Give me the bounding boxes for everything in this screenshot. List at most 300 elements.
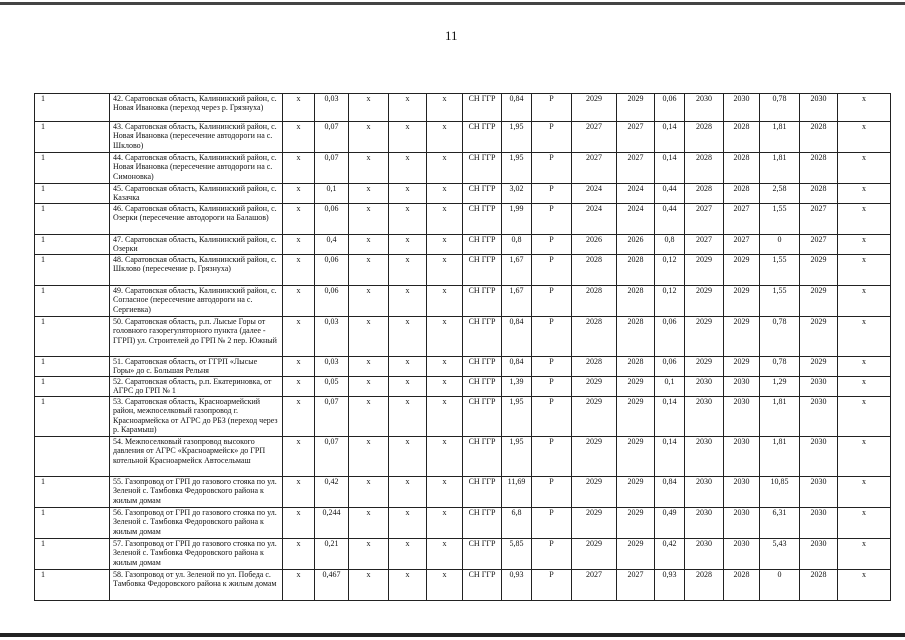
value-cell-c1: x — [283, 508, 315, 539]
value-cell-c15: 2029 — [800, 255, 838, 286]
value-cell-c3: x — [349, 184, 389, 204]
value-cell-c9: 2029 — [572, 94, 617, 122]
value-cell-c11: 0,14 — [655, 397, 685, 437]
object-description-cell: 54. Межпоселковый газопровод высокого давления от АГРС «Красноармейск» до ГРП котельной Красноармейск Автосельмаш — [110, 437, 283, 477]
value-cell-type: СН ГГР — [463, 357, 502, 377]
value-cell-type: СН ГГР — [463, 570, 502, 601]
value-cell-c16: x — [838, 397, 891, 437]
value-cell-c12: 2029 — [685, 317, 724, 357]
value-cell-c12: 2030 — [685, 397, 724, 437]
value-cell-c4: x — [389, 255, 427, 286]
value-cell-type: СН ГГР — [463, 184, 502, 204]
value-cell-c14: 5,43 — [760, 539, 800, 570]
value-cell-c11: 0,44 — [655, 204, 685, 235]
value-cell-c2: 0,03 — [315, 317, 349, 357]
value-cell-c10: 2027 — [617, 570, 655, 601]
value-cell-c13: 2030 — [724, 437, 760, 477]
value-cell-c5: x — [427, 437, 463, 477]
value-cell-c7: 1,39 — [502, 377, 532, 397]
value-cell-c14: 1,29 — [760, 377, 800, 397]
value-cell-c3: x — [349, 357, 389, 377]
value-cell-c2: 0,1 — [315, 184, 349, 204]
value-cell-c2: 0,244 — [315, 508, 349, 539]
pipeline-register-table — [34, 93, 891, 601]
value-cell-c2: 0,467 — [315, 570, 349, 601]
value-cell-c9: 2026 — [572, 235, 617, 255]
object-description-cell: 49. Саратовская область, Калининский район, с. Согласное (пересечение автодороги на с. Сергиевка) — [110, 286, 283, 317]
value-cell-type: СН ГГР — [463, 255, 502, 286]
value-cell-c2: 0,05 — [315, 377, 349, 397]
object-description-cell: 56. Газопровод от ГРП до газового стояка по ул. Зеленой с. Тамбовка Федоровского района к жилым домам — [110, 508, 283, 539]
value-cell-c16: x — [838, 570, 891, 601]
object-description-cell: 51. Саратовская область, от ГГРП «Лысые Горы» до с. Большая Рельня — [110, 357, 283, 377]
object-description-cell: 57. Газопровод от ГРП до газового стояка по ул. Зеленой с. Тамбовка Федоровского района к жилым домам — [110, 539, 283, 570]
value-cell-c12: 2028 — [685, 184, 724, 204]
object-description-cell: 58. Газопровод от ул. Зеленой по ул. Победа с. Тамбовка Федоровского района к жилым домам — [110, 570, 283, 601]
value-cell-c16: x — [838, 204, 891, 235]
value-cell-c3: x — [349, 397, 389, 437]
value-cell-c8: Р — [532, 397, 572, 437]
value-cell-c14: 0 — [760, 570, 800, 601]
value-cell-c13: 2030 — [724, 94, 760, 122]
value-cell-c11: 0,1 — [655, 377, 685, 397]
value-cell-c1: x — [283, 94, 315, 122]
value-cell-c7: 1,95 — [502, 437, 532, 477]
value-cell-c12: 2030 — [685, 94, 724, 122]
value-cell-c15: 2030 — [800, 94, 838, 122]
value-cell-c9: 2028 — [572, 357, 617, 377]
value-cell-c5: x — [427, 235, 463, 255]
value-cell-c16: x — [838, 317, 891, 357]
value-cell-c15: 2030 — [800, 477, 838, 508]
value-cell-c15: 2030 — [800, 508, 838, 539]
value-cell-c11: 0,06 — [655, 317, 685, 357]
value-cell-c8: Р — [532, 570, 572, 601]
row-number-cell: 1 — [35, 255, 110, 286]
value-cell-c1: x — [283, 377, 315, 397]
value-cell-type: СН ГГР — [463, 317, 502, 357]
value-cell-c8: Р — [532, 255, 572, 286]
value-cell-c11: 0,93 — [655, 570, 685, 601]
value-cell-c16: x — [838, 255, 891, 286]
row-number-cell: 1 — [35, 204, 110, 235]
value-cell-c15: 2030 — [800, 397, 838, 437]
row-number-cell: 1 — [35, 184, 110, 204]
value-cell-c5: x — [427, 94, 463, 122]
value-cell-c10: 2029 — [617, 508, 655, 539]
value-cell-c13: 2028 — [724, 122, 760, 153]
value-cell-c13: 2029 — [724, 317, 760, 357]
value-cell-c4: x — [389, 235, 427, 255]
value-cell-c2: 0,07 — [315, 437, 349, 477]
value-cell-c11: 0,49 — [655, 508, 685, 539]
value-cell-c11: 0,12 — [655, 255, 685, 286]
value-cell-c9: 2029 — [572, 477, 617, 508]
value-cell-c3: x — [349, 377, 389, 397]
value-cell-type: СН ГГР — [463, 397, 502, 437]
value-cell-c10: 2029 — [617, 397, 655, 437]
value-cell-c7: 0,84 — [502, 94, 532, 122]
value-cell-c1: x — [283, 539, 315, 570]
value-cell-c10: 2027 — [617, 122, 655, 153]
value-cell-c10: 2026 — [617, 235, 655, 255]
value-cell-c12: 2029 — [685, 357, 724, 377]
object-description-cell: 43. Саратовская область, Калининский район, с. Новая Ивановка (пересечение автодороги на с. Шклово) — [110, 122, 283, 153]
value-cell-type: СН ГГР — [463, 235, 502, 255]
value-cell-c4: x — [389, 377, 427, 397]
value-cell-c13: 2029 — [724, 286, 760, 317]
value-cell-c4: x — [389, 477, 427, 508]
value-cell-c1: x — [283, 357, 315, 377]
value-cell-c11: 0,44 — [655, 184, 685, 204]
value-cell-c15: 2029 — [800, 286, 838, 317]
value-cell-c8: Р — [532, 508, 572, 539]
row-number-cell: 1 — [35, 235, 110, 255]
value-cell-c1: x — [283, 570, 315, 601]
object-description-cell: 47. Саратовская область, Калининский район, с. Озерки — [110, 235, 283, 255]
value-cell-c16: x — [838, 235, 891, 255]
value-cell-c12: 2030 — [685, 508, 724, 539]
value-cell-c2: 0,21 — [315, 539, 349, 570]
value-cell-c14: 6,31 — [760, 508, 800, 539]
value-cell-c2: 0,03 — [315, 94, 349, 122]
value-cell-c3: x — [349, 153, 389, 184]
value-cell-c3: x — [349, 122, 389, 153]
value-cell-c11: 0,14 — [655, 437, 685, 477]
value-cell-c1: x — [283, 235, 315, 255]
value-cell-c14: 0,78 — [760, 94, 800, 122]
value-cell-c9: 2024 — [572, 184, 617, 204]
value-cell-c12: 2029 — [685, 286, 724, 317]
value-cell-type: СН ГГР — [463, 508, 502, 539]
table-row — [35, 377, 891, 397]
value-cell-c15: 2029 — [800, 357, 838, 377]
value-cell-c7: 1,95 — [502, 122, 532, 153]
value-cell-c10: 2029 — [617, 539, 655, 570]
value-cell-c12: 2030 — [685, 377, 724, 397]
row-number-cell: 1 — [35, 153, 110, 184]
value-cell-c10: 2028 — [617, 357, 655, 377]
value-cell-c15: 2028 — [800, 570, 838, 601]
table-row — [35, 286, 891, 317]
value-cell-c13: 2030 — [724, 377, 760, 397]
object-description-cell: 48. Саратовская область, Калининский район, с. Шклово (пересечение р. Грязнуха) — [110, 255, 283, 286]
value-cell-c14: 0 — [760, 235, 800, 255]
value-cell-c2: 0,4 — [315, 235, 349, 255]
value-cell-c13: 2030 — [724, 477, 760, 508]
object-description-cell: 44. Саратовская область, Калининский район, с. Новая Ивановка (пересечение автодороги на с. Симоновка) — [110, 153, 283, 184]
value-cell-c14: 10,85 — [760, 477, 800, 508]
value-cell-c1: x — [283, 184, 315, 204]
value-cell-c5: x — [427, 317, 463, 357]
object-description-cell: 46. Саратовская область, Калининский район, с. Озерки (пересечение автодороги на Балашов) — [110, 204, 283, 235]
value-cell-c7: 11,69 — [502, 477, 532, 508]
value-cell-c1: x — [283, 317, 315, 357]
value-cell-c4: x — [389, 204, 427, 235]
value-cell-c9: 2027 — [572, 570, 617, 601]
value-cell-c10: 2029 — [617, 437, 655, 477]
value-cell-c13: 2027 — [724, 204, 760, 235]
value-cell-c13: 2030 — [724, 508, 760, 539]
value-cell-c4: x — [389, 286, 427, 317]
value-cell-c3: x — [349, 255, 389, 286]
value-cell-c1: x — [283, 204, 315, 235]
value-cell-c3: x — [349, 570, 389, 601]
object-description-cell: 55. Газопровод от ГРП до газового стояка по ул. Зеленой с. Тамбовка Федоровского района к жилым домам — [110, 477, 283, 508]
object-description-cell: 53. Саратовская область, Красноармейский район, межпоселковый газопровод г. Красноармейска от АГРС до РБЗ (переход через р. Карамыш) — [110, 397, 283, 437]
value-cell-c13: 2029 — [724, 255, 760, 286]
value-cell-c9: 2028 — [572, 255, 617, 286]
row-number-cell: 1 — [35, 94, 110, 122]
value-cell-c12: 2028 — [685, 153, 724, 184]
value-cell-c9: 2027 — [572, 153, 617, 184]
value-cell-c16: x — [838, 357, 891, 377]
value-cell-c4: x — [389, 153, 427, 184]
value-cell-c15: 2030 — [800, 539, 838, 570]
value-cell-c8: Р — [532, 204, 572, 235]
page-number: 11 — [445, 28, 458, 43]
value-cell-c14: 0,78 — [760, 317, 800, 357]
value-cell-c1: x — [283, 286, 315, 317]
value-cell-c5: x — [427, 357, 463, 377]
value-cell-c14: 1,81 — [760, 397, 800, 437]
table-row — [35, 184, 891, 204]
value-cell-c16: x — [838, 437, 891, 477]
value-cell-c2: 0,06 — [315, 286, 349, 317]
value-cell-c12: 2028 — [685, 122, 724, 153]
value-cell-c16: x — [838, 377, 891, 397]
object-description-cell: 42. Саратовская область, Калининский район, с. Новая Ивановка (переход через р. Грязнуха) — [110, 94, 283, 122]
value-cell-c9: 2029 — [572, 539, 617, 570]
value-cell-c11: 0,42 — [655, 539, 685, 570]
value-cell-c12: 2029 — [685, 255, 724, 286]
value-cell-c13: 2028 — [724, 570, 760, 601]
value-cell-c13: 2030 — [724, 539, 760, 570]
value-cell-type: СН ГГР — [463, 286, 502, 317]
value-cell-c12: 2027 — [685, 204, 724, 235]
table-row — [35, 317, 891, 357]
value-cell-c14: 0,78 — [760, 357, 800, 377]
row-number-cell: 1 — [35, 317, 110, 357]
value-cell-c10: 2028 — [617, 286, 655, 317]
value-cell-c4: x — [389, 539, 427, 570]
value-cell-c12: 2030 — [685, 539, 724, 570]
value-cell-c14: 1,81 — [760, 153, 800, 184]
value-cell-c2: 0,03 — [315, 357, 349, 377]
top-scan-border — [0, 2, 905, 5]
row-number-cell: 1 — [35, 377, 110, 397]
value-cell-c11: 0,84 — [655, 477, 685, 508]
value-cell-c14: 1,81 — [760, 122, 800, 153]
value-cell-c5: x — [427, 255, 463, 286]
value-cell-c2: 0,07 — [315, 153, 349, 184]
value-cell-c16: x — [838, 94, 891, 122]
value-cell-c9: 2029 — [572, 508, 617, 539]
table-row — [35, 397, 891, 437]
value-cell-c10: 2028 — [617, 317, 655, 357]
value-cell-c14: 1,55 — [760, 204, 800, 235]
value-cell-c12: 2028 — [685, 570, 724, 601]
value-cell-c15: 2029 — [800, 317, 838, 357]
value-cell-c12: 2030 — [685, 477, 724, 508]
value-cell-c3: x — [349, 477, 389, 508]
value-cell-c16: x — [838, 184, 891, 204]
value-cell-c1: x — [283, 122, 315, 153]
value-cell-c10: 2029 — [617, 94, 655, 122]
value-cell-c5: x — [427, 539, 463, 570]
value-cell-c7: 0,8 — [502, 235, 532, 255]
value-cell-c7: 0,84 — [502, 317, 532, 357]
table-row — [35, 570, 891, 601]
value-cell-c8: Р — [532, 153, 572, 184]
value-cell-c12: 2030 — [685, 437, 724, 477]
row-number-cell: 1 — [35, 122, 110, 153]
table-row — [35, 153, 891, 184]
value-cell-c11: 0,8 — [655, 235, 685, 255]
value-cell-c3: x — [349, 204, 389, 235]
value-cell-c12: 2027 — [685, 235, 724, 255]
value-cell-c7: 0,84 — [502, 357, 532, 377]
value-cell-c16: x — [838, 153, 891, 184]
value-cell-c8: Р — [532, 539, 572, 570]
table-row — [35, 539, 891, 570]
value-cell-c7: 1,67 — [502, 255, 532, 286]
value-cell-c8: Р — [532, 122, 572, 153]
value-cell-c8: Р — [532, 184, 572, 204]
row-number-cell: 1 — [35, 508, 110, 539]
value-cell-c5: x — [427, 204, 463, 235]
value-cell-c16: x — [838, 122, 891, 153]
value-cell-c8: Р — [532, 357, 572, 377]
value-cell-c3: x — [349, 235, 389, 255]
value-cell-c3: x — [349, 94, 389, 122]
value-cell-c1: x — [283, 477, 315, 508]
row-number-cell: 1 — [35, 397, 110, 437]
value-cell-c4: x — [389, 122, 427, 153]
value-cell-c13: 2029 — [724, 357, 760, 377]
value-cell-c7: 0,93 — [502, 570, 532, 601]
object-description-cell: 50. Саратовская область, р.п. Лысые Горы от головного газорегуляторного пункта (далее - ГГРП) ул. Строителей до ГРП № 2 пер. Южный — [110, 317, 283, 357]
value-cell-c4: x — [389, 570, 427, 601]
value-cell-c5: x — [427, 184, 463, 204]
value-cell-type: СН ГГР — [463, 539, 502, 570]
row-number-cell: 1 — [35, 539, 110, 570]
table-row — [35, 94, 891, 122]
value-cell-c14: 1,81 — [760, 437, 800, 477]
value-cell-c8: Р — [532, 317, 572, 357]
value-cell-c7: 1,67 — [502, 286, 532, 317]
value-cell-c15: 2027 — [800, 235, 838, 255]
value-cell-c3: x — [349, 508, 389, 539]
table-row — [35, 204, 891, 235]
value-cell-c7: 1,95 — [502, 153, 532, 184]
value-cell-c5: x — [427, 397, 463, 437]
value-cell-type: СН ГГР — [463, 437, 502, 477]
value-cell-c8: Р — [532, 286, 572, 317]
value-cell-c1: x — [283, 397, 315, 437]
value-cell-c8: Р — [532, 94, 572, 122]
value-cell-c10: 2024 — [617, 204, 655, 235]
value-cell-c11: 0,12 — [655, 286, 685, 317]
table-row — [35, 508, 891, 539]
value-cell-c8: Р — [532, 235, 572, 255]
value-cell-c9: 2028 — [572, 286, 617, 317]
value-cell-type: СН ГГР — [463, 204, 502, 235]
value-cell-c9: 2024 — [572, 204, 617, 235]
value-cell-type: СН ГГР — [463, 94, 502, 122]
value-cell-c16: x — [838, 286, 891, 317]
value-cell-c4: x — [389, 184, 427, 204]
value-cell-c10: 2024 — [617, 184, 655, 204]
value-cell-c13: 2030 — [724, 397, 760, 437]
row-number-cell: 1 — [35, 477, 110, 508]
value-cell-c15: 2028 — [800, 153, 838, 184]
table-row — [35, 255, 891, 286]
value-cell-c15: 2027 — [800, 204, 838, 235]
object-description-cell: 52. Саратовская область, р.п. Екатериновка, от АГРС до ГРП № 1 — [110, 377, 283, 397]
row-number-cell — [35, 437, 110, 477]
object-description-cell: 45. Саратовская область, Калининский район, с. Казачка — [110, 184, 283, 204]
value-cell-c5: x — [427, 122, 463, 153]
value-cell-c10: 2027 — [617, 153, 655, 184]
value-cell-c7: 5,85 — [502, 539, 532, 570]
value-cell-c14: 1,55 — [760, 286, 800, 317]
value-cell-c7: 1,99 — [502, 204, 532, 235]
value-cell-c9: 2027 — [572, 122, 617, 153]
value-cell-c2: 0,06 — [315, 255, 349, 286]
value-cell-c9: 2028 — [572, 317, 617, 357]
value-cell-type: СН ГГР — [463, 477, 502, 508]
value-cell-c10: 2029 — [617, 477, 655, 508]
value-cell-c7: 3,02 — [502, 184, 532, 204]
value-cell-c5: x — [427, 286, 463, 317]
value-cell-c9: 2029 — [572, 437, 617, 477]
bottom-scan-border — [0, 633, 905, 637]
row-number-cell: 1 — [35, 570, 110, 601]
value-cell-type: СН ГГР — [463, 122, 502, 153]
value-cell-c4: x — [389, 397, 427, 437]
value-cell-c13: 2027 — [724, 235, 760, 255]
value-cell-c7: 1,95 — [502, 397, 532, 437]
value-cell-c13: 2028 — [724, 184, 760, 204]
value-cell-c8: Р — [532, 437, 572, 477]
value-cell-c1: x — [283, 153, 315, 184]
row-number-cell: 1 — [35, 286, 110, 317]
value-cell-c11: 0,06 — [655, 357, 685, 377]
value-cell-c4: x — [389, 508, 427, 539]
value-cell-c7: 6,8 — [502, 508, 532, 539]
value-cell-c5: x — [427, 377, 463, 397]
row-number-cell: 1 — [35, 357, 110, 377]
table-row — [35, 477, 891, 508]
value-cell-type: СН ГГР — [463, 377, 502, 397]
value-cell-c4: x — [389, 94, 427, 122]
value-cell-c9: 2029 — [572, 377, 617, 397]
value-cell-c11: 0,14 — [655, 122, 685, 153]
value-cell-c3: x — [349, 539, 389, 570]
value-cell-c10: 2029 — [617, 377, 655, 397]
value-cell-c15: 2028 — [800, 184, 838, 204]
value-cell-type: СН ГГР — [463, 153, 502, 184]
value-cell-c3: x — [349, 286, 389, 317]
value-cell-c5: x — [427, 477, 463, 508]
value-cell-c8: Р — [532, 377, 572, 397]
value-cell-c16: x — [838, 539, 891, 570]
value-cell-c13: 2028 — [724, 153, 760, 184]
value-cell-c4: x — [389, 437, 427, 477]
value-cell-c16: x — [838, 477, 891, 508]
value-cell-c15: 2028 — [800, 122, 838, 153]
